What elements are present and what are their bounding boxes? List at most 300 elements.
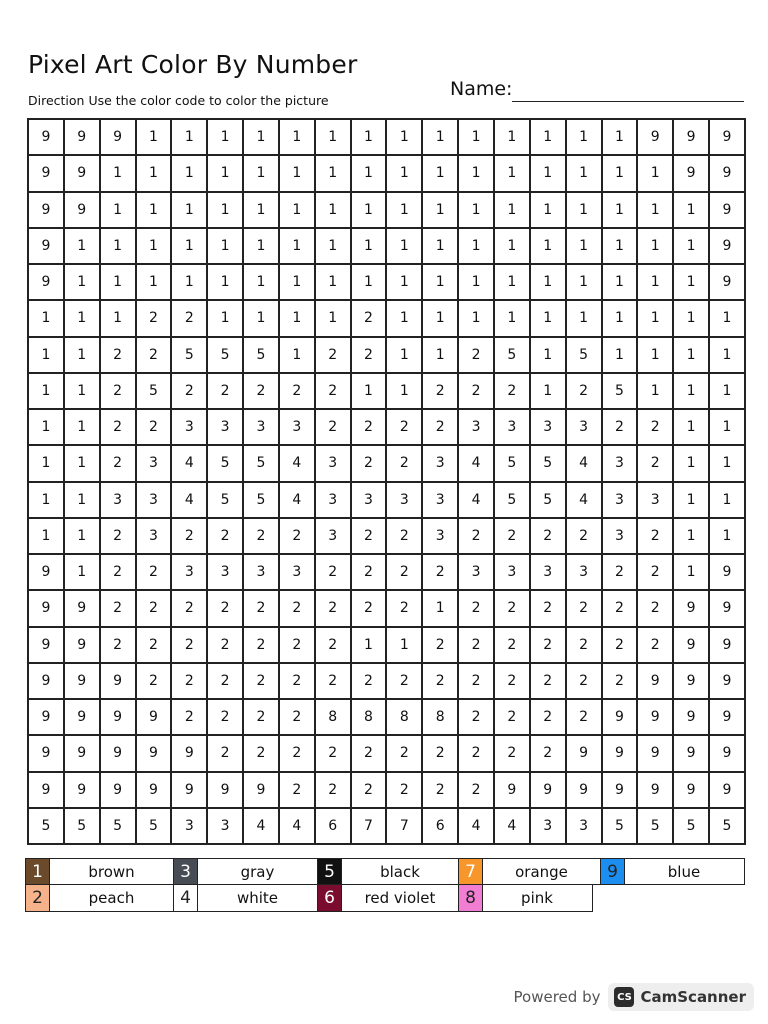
grid-cell: 2 <box>352 555 388 591</box>
grid-cell: 2 <box>495 736 531 772</box>
grid-cell: 1 <box>495 229 531 265</box>
grid-cell: 9 <box>674 591 710 627</box>
grid-cell: 1 <box>65 265 101 301</box>
grid-cell: 9 <box>710 700 746 736</box>
grid-cell: 1 <box>674 265 710 301</box>
grid-cell: 1 <box>674 229 710 265</box>
grid-cell: 4 <box>459 809 495 845</box>
grid-cell: 1 <box>423 591 459 627</box>
grid-cell: 1 <box>244 156 280 192</box>
grid-cell: 2 <box>244 519 280 555</box>
grid-cell: 5 <box>674 809 710 845</box>
grid-cell: 9 <box>495 773 531 809</box>
grid-cell: 1 <box>65 410 101 446</box>
grid-cell: 3 <box>459 555 495 591</box>
grid-cell: 1 <box>531 374 567 410</box>
grid-cell: 9 <box>29 628 65 664</box>
grid-cell: 9 <box>172 773 208 809</box>
grid-cell: 1 <box>352 628 388 664</box>
grid-cell: 1 <box>352 193 388 229</box>
grid-cell: 1 <box>280 120 316 156</box>
grid-cell: 9 <box>710 736 746 772</box>
grid-cell: 2 <box>316 338 352 374</box>
grid-cell: 3 <box>280 410 316 446</box>
grid-cell: 1 <box>423 156 459 192</box>
grid-cell: 3 <box>316 483 352 519</box>
grid-cell: 2 <box>387 519 423 555</box>
grid-cell: 5 <box>137 809 173 845</box>
grid-cell: 1 <box>280 301 316 337</box>
grid-cell: 2 <box>101 446 137 482</box>
grid-cell: 1 <box>710 374 746 410</box>
grid-cell: 2 <box>101 519 137 555</box>
grid-cell: 1 <box>387 628 423 664</box>
grid-cell: 1 <box>280 265 316 301</box>
grid-cell: 1 <box>710 338 746 374</box>
grid-cell: 1 <box>495 265 531 301</box>
grid-cell: 9 <box>101 773 137 809</box>
grid-cell: 5 <box>208 446 244 482</box>
grid-cell: 1 <box>352 156 388 192</box>
grid-cell: 2 <box>172 664 208 700</box>
grid-cell: 2 <box>531 736 567 772</box>
grid-cell: 1 <box>567 229 603 265</box>
grid-cell: 1 <box>567 120 603 156</box>
grid-cell: 1 <box>710 483 746 519</box>
grid-cell: 1 <box>603 301 639 337</box>
grid-cell: 2 <box>423 664 459 700</box>
grid-cell: 2 <box>638 446 674 482</box>
grid-cell: 3 <box>603 519 639 555</box>
grid-cell: 2 <box>208 736 244 772</box>
grid-cell: 1 <box>65 374 101 410</box>
grid-cell: 2 <box>208 664 244 700</box>
legend-swatch: 2 <box>26 885 50 911</box>
grid-cell: 1 <box>387 193 423 229</box>
grid-cell: 1 <box>244 120 280 156</box>
grid-cell: 8 <box>387 700 423 736</box>
grid-cell: 1 <box>567 301 603 337</box>
grid-cell: 9 <box>710 265 746 301</box>
grid-cell: 1 <box>172 120 208 156</box>
grid-cell: 2 <box>423 410 459 446</box>
grid-cell: 1 <box>172 193 208 229</box>
grid-cell: 9 <box>137 773 173 809</box>
grid-cell: 1 <box>65 555 101 591</box>
grid-cell: 9 <box>674 773 710 809</box>
grid-cell: 1 <box>244 265 280 301</box>
grid-cell: 9 <box>638 736 674 772</box>
grid-cell: 1 <box>208 301 244 337</box>
grid-cell: 2 <box>459 374 495 410</box>
grid-cell: 1 <box>674 193 710 229</box>
grid-cell: 2 <box>603 591 639 627</box>
grid-cell: 2 <box>137 301 173 337</box>
grid-cell: 3 <box>208 555 244 591</box>
grid-cell: 9 <box>29 664 65 700</box>
grid-cell: 1 <box>316 120 352 156</box>
grid-cell: 2 <box>137 591 173 627</box>
grid-cell: 1 <box>316 193 352 229</box>
grid-cell: 1 <box>208 156 244 192</box>
grid-cell: 9 <box>710 628 746 664</box>
name-label: Name: <box>450 78 513 100</box>
grid-cell: 1 <box>387 301 423 337</box>
grid-cell: 1 <box>495 193 531 229</box>
grid-cell: 9 <box>137 700 173 736</box>
legend-label: orange <box>515 862 568 881</box>
grid-cell: 1 <box>352 374 388 410</box>
grid-cell: 9 <box>137 736 173 772</box>
grid-cell: 5 <box>531 483 567 519</box>
grid-cell: 1 <box>710 446 746 482</box>
grid-cell: 1 <box>603 120 639 156</box>
grid-cell: 2 <box>280 700 316 736</box>
grid-cell: 1 <box>280 156 316 192</box>
grid-cell: 9 <box>674 156 710 192</box>
grid-cell: 1 <box>316 265 352 301</box>
grid-cell: 3 <box>172 555 208 591</box>
grid-cell: 1 <box>567 193 603 229</box>
grid-cell: 2 <box>172 519 208 555</box>
grid-cell: 1 <box>387 265 423 301</box>
grid-cell: 2 <box>567 628 603 664</box>
grid-cell: 3 <box>423 483 459 519</box>
grid-cell: 1 <box>531 301 567 337</box>
grid-cell: 2 <box>352 410 388 446</box>
grid-cell: 9 <box>65 628 101 664</box>
grid-cell: 2 <box>244 664 280 700</box>
grid-cell: 2 <box>172 374 208 410</box>
grid-cell: 1 <box>674 446 710 482</box>
grid-cell: 9 <box>603 773 639 809</box>
grid-cell: 1 <box>638 156 674 192</box>
grid-cell: 1 <box>531 120 567 156</box>
grid-cell: 9 <box>244 773 280 809</box>
grid-cell: 3 <box>208 410 244 446</box>
grid-cell: 4 <box>244 809 280 845</box>
grid-cell: 9 <box>710 120 746 156</box>
grid-cell: 1 <box>638 338 674 374</box>
grid-cell: 2 <box>567 700 603 736</box>
grid-cell: 8 <box>316 700 352 736</box>
grid-cell: 2 <box>172 700 208 736</box>
grid-cell: 9 <box>29 773 65 809</box>
grid-cell: 3 <box>208 809 244 845</box>
grid-cell: 2 <box>280 374 316 410</box>
grid-cell: 5 <box>244 446 280 482</box>
grid-cell: 1 <box>65 229 101 265</box>
grid-cell: 1 <box>29 519 65 555</box>
grid-cell: 1 <box>101 156 137 192</box>
grid-cell: 9 <box>101 120 137 156</box>
grid-cell: 9 <box>208 773 244 809</box>
grid-cell: 2 <box>495 591 531 627</box>
grid-cell: 1 <box>674 555 710 591</box>
camscanner-watermark <box>514 980 754 1014</box>
legend-swatch: 1 <box>26 859 50 884</box>
grid-cell: 2 <box>495 374 531 410</box>
grid-cell: 2 <box>387 664 423 700</box>
grid-cell: 1 <box>674 301 710 337</box>
grid-cell: 1 <box>137 229 173 265</box>
grid-cell: 9 <box>531 773 567 809</box>
grid-cell: 1 <box>459 193 495 229</box>
grid-cell: 1 <box>208 265 244 301</box>
grid-cell: 3 <box>638 483 674 519</box>
grid-cell: 3 <box>567 555 603 591</box>
legend-key-blue <box>601 859 743 884</box>
legend-key-peach <box>26 885 174 911</box>
grid-cell: 9 <box>710 591 746 627</box>
grid-cell: 3 <box>172 809 208 845</box>
grid-cell: 2 <box>603 410 639 446</box>
grid-cell: 6 <box>423 809 459 845</box>
color-legend <box>25 858 745 914</box>
grid-cell: 2 <box>137 628 173 664</box>
grid-cell: 1 <box>29 483 65 519</box>
grid-cell: 2 <box>531 628 567 664</box>
grid-cell: 1 <box>137 156 173 192</box>
grid-cell: 2 <box>459 773 495 809</box>
grid-cell: 1 <box>638 229 674 265</box>
grid-cell: 2 <box>352 591 388 627</box>
grid-cell: 1 <box>603 265 639 301</box>
legend-swatch: 4 <box>174 885 198 911</box>
grid-cell: 2 <box>423 555 459 591</box>
grid-cell: 9 <box>29 591 65 627</box>
grid-cell: 1 <box>674 410 710 446</box>
grid-cell: 9 <box>710 229 746 265</box>
legend-row-1 <box>25 858 745 885</box>
grid-cell: 5 <box>495 483 531 519</box>
legend-key-orange <box>459 859 601 884</box>
grid-cell: 1 <box>459 301 495 337</box>
grid-cell: 1 <box>244 301 280 337</box>
grid-cell: 4 <box>280 446 316 482</box>
grid-cell: 2 <box>603 664 639 700</box>
grid-cell: 9 <box>710 156 746 192</box>
name-line <box>512 101 744 102</box>
grid-cell: 1 <box>603 156 639 192</box>
grid-cell: 3 <box>280 555 316 591</box>
grid-cell: 2 <box>531 519 567 555</box>
grid-cell: 9 <box>101 700 137 736</box>
grid-cell: 9 <box>29 736 65 772</box>
grid-cell: 3 <box>459 410 495 446</box>
grid-cell: 6 <box>316 809 352 845</box>
grid-cell: 2 <box>172 628 208 664</box>
grid-cell: 5 <box>710 809 746 845</box>
grid-cell: 4 <box>459 483 495 519</box>
grid-cell: 1 <box>603 338 639 374</box>
grid-cell: 1 <box>495 301 531 337</box>
grid-cell: 9 <box>65 156 101 192</box>
legend-row-2 <box>25 885 593 912</box>
grid-cell: 1 <box>638 265 674 301</box>
grid-cell: 1 <box>280 193 316 229</box>
legend-key-black <box>318 859 459 884</box>
legend-label: black <box>380 862 420 881</box>
grid-cell: 1 <box>172 229 208 265</box>
grid-cell: 9 <box>674 120 710 156</box>
grid-cell: 2 <box>423 773 459 809</box>
grid-cell: 2 <box>603 628 639 664</box>
grid-cell: 2 <box>531 664 567 700</box>
grid-cell: 1 <box>674 519 710 555</box>
grid-cell: 5 <box>208 338 244 374</box>
grid-cell: 3 <box>531 809 567 845</box>
grid-cell: 2 <box>208 374 244 410</box>
grid-cell: 3 <box>316 446 352 482</box>
grid-cell: 2 <box>280 519 316 555</box>
grid-cell: 1 <box>172 156 208 192</box>
legend-key-red-violet <box>318 885 459 911</box>
grid-cell: 2 <box>387 736 423 772</box>
grid-cell: 1 <box>280 338 316 374</box>
grid-cell: 1 <box>387 338 423 374</box>
grid-cell: 1 <box>101 229 137 265</box>
grid-cell: 2 <box>137 664 173 700</box>
grid-cell: 4 <box>567 483 603 519</box>
grid-cell: 1 <box>495 120 531 156</box>
grid-cell: 1 <box>638 374 674 410</box>
grid-cell: 5 <box>244 338 280 374</box>
grid-cell: 1 <box>531 265 567 301</box>
grid-cell: 1 <box>531 338 567 374</box>
legend-swatch: 7 <box>459 859 483 884</box>
grid-cell: 2 <box>638 591 674 627</box>
grid-cell: 3 <box>531 555 567 591</box>
grid-cell: 3 <box>387 483 423 519</box>
grid-cell: 2 <box>423 736 459 772</box>
grid-cell: 9 <box>674 736 710 772</box>
grid-cell: 3 <box>531 410 567 446</box>
grid-cell: 1 <box>423 265 459 301</box>
legend-key-pink <box>459 885 591 911</box>
grid-cell: 9 <box>603 736 639 772</box>
grid-cell: 1 <box>29 374 65 410</box>
grid-cell: 2 <box>280 591 316 627</box>
grid-cell: 1 <box>29 410 65 446</box>
grid-cell: 2 <box>280 773 316 809</box>
grid-cell: 2 <box>459 519 495 555</box>
grid-cell: 5 <box>244 483 280 519</box>
grid-cell: 2 <box>244 700 280 736</box>
grid-cell: 4 <box>172 446 208 482</box>
grid-cell: 1 <box>244 193 280 229</box>
grid-cell: 7 <box>387 809 423 845</box>
grid-cell: 1 <box>65 519 101 555</box>
grid-cell: 9 <box>65 591 101 627</box>
grid-cell: 9 <box>65 736 101 772</box>
grid-cell: 2 <box>101 374 137 410</box>
grid-cell: 2 <box>495 664 531 700</box>
grid-cell: 1 <box>387 229 423 265</box>
grid-cell: 1 <box>531 229 567 265</box>
grid-cell: 2 <box>244 374 280 410</box>
grid-cell: 1 <box>423 229 459 265</box>
grid-cell: 1 <box>423 338 459 374</box>
grid-cell: 7 <box>352 809 388 845</box>
grid-cell: 9 <box>638 120 674 156</box>
grid-cell: 9 <box>567 736 603 772</box>
grid-cell: 1 <box>172 265 208 301</box>
grid-cell: 5 <box>603 374 639 410</box>
grid-cell: 2 <box>387 591 423 627</box>
grid-cell: 2 <box>352 736 388 772</box>
grid-cell: 1 <box>29 301 65 337</box>
grid-cell: 9 <box>29 265 65 301</box>
grid-cell: 2 <box>101 410 137 446</box>
grid-cell: 9 <box>710 664 746 700</box>
grid-cell: 2 <box>459 338 495 374</box>
grid-cell: 1 <box>459 120 495 156</box>
legend-label: white <box>236 889 279 907</box>
grid-cell: 2 <box>459 700 495 736</box>
grid-cell: 2 <box>567 519 603 555</box>
grid-cell: 5 <box>137 374 173 410</box>
grid-cell: 5 <box>65 809 101 845</box>
grid-cell: 5 <box>29 809 65 845</box>
grid-cell: 9 <box>29 700 65 736</box>
grid-cell: 5 <box>567 338 603 374</box>
grid-cell: 1 <box>316 301 352 337</box>
grid-cell: 1 <box>208 120 244 156</box>
grid-cell: 1 <box>674 338 710 374</box>
grid-cell: 2 <box>495 700 531 736</box>
grid-cell: 2 <box>603 555 639 591</box>
grid-cell: 9 <box>65 700 101 736</box>
grid-cell: 5 <box>172 338 208 374</box>
grid-cell: 1 <box>137 265 173 301</box>
legend-key-gray <box>174 859 318 884</box>
camscanner-name: CamScanner <box>640 988 746 1006</box>
grid-cell: 1 <box>423 193 459 229</box>
grid-cell: 9 <box>674 700 710 736</box>
grid-cell: 9 <box>65 664 101 700</box>
grid-cell: 2 <box>352 773 388 809</box>
grid-cell: 1 <box>352 265 388 301</box>
grid-cell: 1 <box>316 229 352 265</box>
grid-cell: 3 <box>244 410 280 446</box>
legend-label: peach <box>88 889 135 907</box>
grid-cell: 2 <box>280 664 316 700</box>
camscanner-badge <box>608 983 754 1011</box>
grid-cell: 2 <box>638 555 674 591</box>
worksheet-title: Pixel Art Color By Number <box>28 50 358 79</box>
grid-cell: 2 <box>387 773 423 809</box>
grid-cell: 1 <box>710 301 746 337</box>
grid-cell: 4 <box>280 483 316 519</box>
grid-cell: 2 <box>495 519 531 555</box>
grid-cell: 2 <box>459 628 495 664</box>
grid-cell: 9 <box>710 773 746 809</box>
grid-cell: 2 <box>316 591 352 627</box>
grid-cell: 1 <box>531 156 567 192</box>
legend-label: red violet <box>364 889 436 907</box>
legend-swatch: 8 <box>459 885 483 911</box>
grid-cell: 1 <box>423 120 459 156</box>
grid-cell: 2 <box>137 410 173 446</box>
grid-cell: 2 <box>459 736 495 772</box>
grid-cell: 5 <box>603 809 639 845</box>
grid-cell: 3 <box>137 519 173 555</box>
grid-cell: 2 <box>280 628 316 664</box>
camscanner-logo-icon: CS <box>614 987 634 1007</box>
grid-cell: 1 <box>29 338 65 374</box>
grid-cell: 1 <box>674 374 710 410</box>
